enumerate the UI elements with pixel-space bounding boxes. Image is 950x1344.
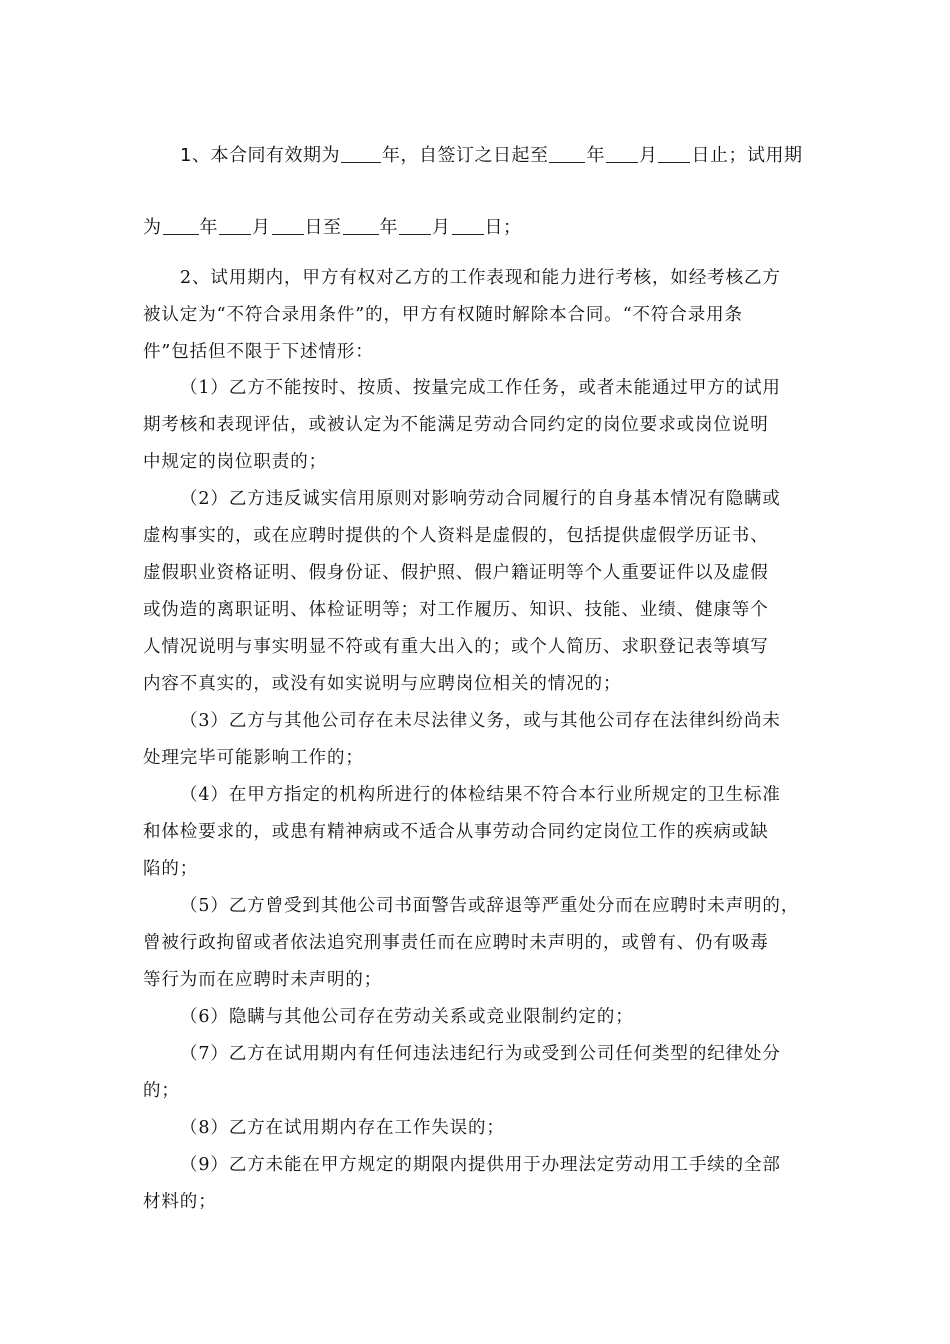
blank-trial-start-year — [163, 216, 199, 235]
item-2-line-1: （2）乙方违反诚实信用原则对影响劳动合同履行的自身基本情况有隐瞒或 — [180, 489, 781, 509]
item-5-line-2: 曾被行政拘留或者依法追究刑事责任而在应聘时未声明的，或曾有、仍有吸毒 — [143, 933, 769, 953]
clause-1-text: 年，自签订之日起至 — [381, 145, 549, 166]
clause-2-line-3: 件”包括但不限于下述情形： — [143, 342, 374, 362]
clause-1-text: 日止；试用期 — [691, 145, 803, 166]
blank-trial-end-year — [343, 216, 379, 235]
clause-1-text: 为 — [143, 217, 162, 238]
item-4-line-2: 和体检要求的，或患有精神病或不适合从事劳动合同约定岗位工作的疾病或缺 — [143, 822, 769, 842]
item-5-line-3: 等行为而在应聘时未声明的； — [143, 970, 383, 990]
item-2-line-4: 或伪造的离职证明、体检证明等；对工作履历、知识、技能、业绩、健康等个 — [143, 600, 769, 620]
blank-trial-start-day — [272, 216, 304, 235]
item-1-line-3: 中规定的岗位职责的； — [143, 452, 327, 472]
clause-1-text: 年 — [199, 217, 218, 238]
clause-1-line-1 — [180, 141, 802, 167]
item-2-line-6: 内容不真实的，或没有如实说明与应聘岗位相关的情况的； — [143, 674, 622, 694]
clause-1-text: 1、本合同有效期为 — [180, 145, 340, 166]
blank-trial-end-month — [399, 216, 431, 235]
item-2-line-3: 虚假职业资格证明、假身份证、假护照、假户籍证明等个人重要证件以及虚假 — [143, 563, 769, 583]
item-2-line-5: 人情况说明与事实明显不符或有重大出入的；或个人简历、求职登记表等填写 — [143, 637, 769, 657]
clause-2-line-1: 2、试用期内，甲方有权对乙方的工作表现和能力进行考核，如经考核乙方 — [180, 268, 781, 288]
clause-1-text: 日至 — [304, 217, 342, 238]
blank-trial-start-month — [219, 216, 251, 235]
clause-1-text: 月 — [432, 217, 451, 238]
item-7-line-1: （7）乙方在试用期内有任何违法违纪行为或受到公司任何类型的纪律处分 — [180, 1044, 781, 1064]
item-2-line-2: 虚构事实的，或在应聘时提供的个人资料是虚假的，包括提供虚假学历证书、 — [143, 526, 769, 546]
clause-2-line-2: 被认定为“不符合录用条件”的，甲方有权随时解除本合同。“不符合录用条 — [143, 305, 743, 325]
blank-end-month — [606, 144, 638, 163]
blank-years — [341, 144, 381, 163]
item-6-line-1: （6）隐瞒与其他公司存在劳动关系或竞业限制约定的； — [180, 1007, 634, 1027]
clause-1-line-2 — [143, 213, 522, 239]
clause-1-text: 月 — [638, 145, 658, 166]
item-9-line-2: 材料的； — [143, 1192, 217, 1212]
item-3-line-2: 处理完毕可能影响工作的； — [143, 748, 364, 768]
clause-1-text: 年 — [586, 145, 605, 166]
clause-1-text: 月 — [252, 217, 271, 238]
blank-end-year — [549, 144, 585, 163]
item-9-line-1: （9）乙方未能在甲方规定的期限内提供用于办理法定劳动用工手续的全部 — [180, 1155, 781, 1175]
item-1-line-2: 期考核和表现评估，或被认定为不能满足劳动合同约定的岗位要求或岗位说明 — [143, 415, 769, 435]
item-3-line-1: （3）乙方与其他公司存在未尽法律义务，或与其他公司存在法律纠纷尚未 — [180, 711, 781, 731]
clause-1-text: 年 — [379, 217, 398, 238]
item-1-line-1: （1）乙方不能按时、按质、按量完成工作任务，或者未能通过甲方的试用 — [180, 378, 781, 398]
item-4-line-3: 陷的； — [143, 859, 199, 879]
blank-end-day — [658, 144, 690, 163]
item-4-line-1: （4）在甲方指定的机构所进行的体检结果不符合本行业所规定的卫生标准 — [180, 785, 781, 805]
blank-trial-end-day — [452, 216, 484, 235]
item-7-line-2: 的； — [143, 1081, 180, 1101]
clause-1-text: 日； — [484, 217, 522, 238]
item-8-line-1: （8）乙方在试用期内存在工作失误的； — [180, 1118, 505, 1138]
item-5-line-1: （5）乙方曾受到其他公司书面警告或辞退等严重处分而在应聘时未声明的， — [180, 896, 800, 916]
